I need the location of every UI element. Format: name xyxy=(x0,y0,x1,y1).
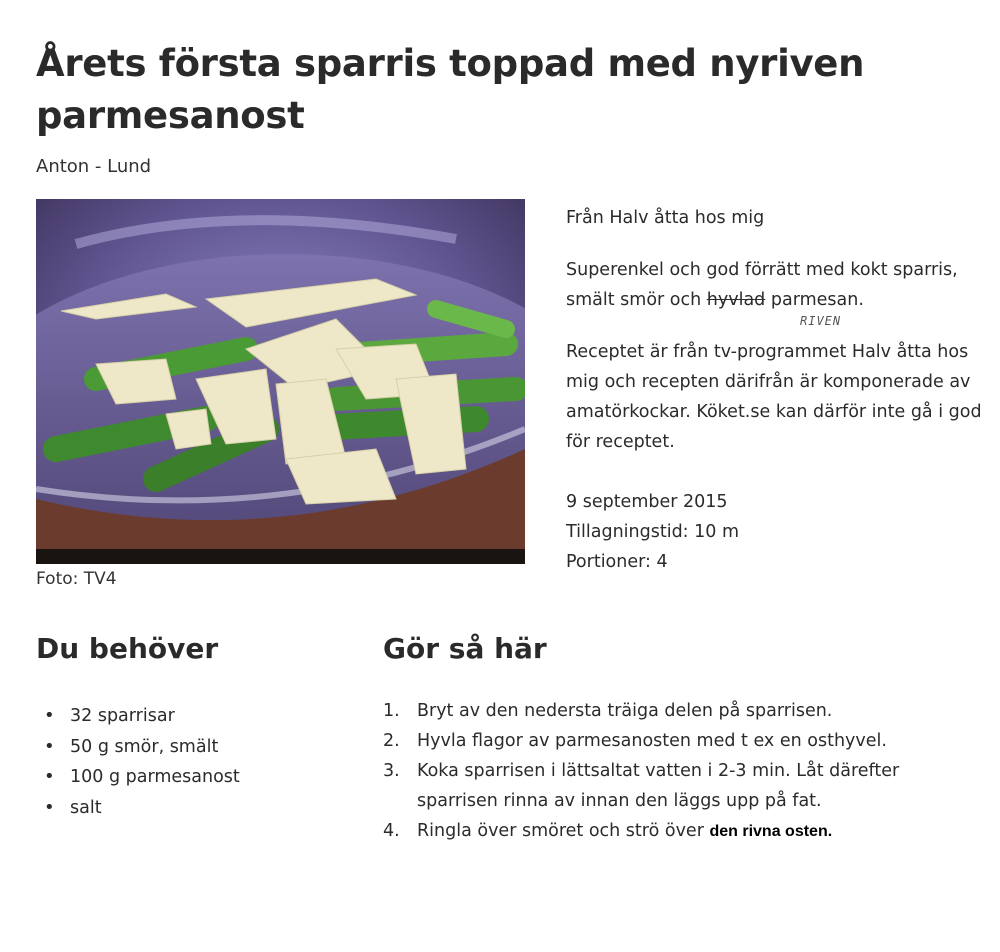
step-text: Bryt av den nedersta träiga delen på sparrisen. xyxy=(417,701,833,721)
step-number: 2. xyxy=(383,731,400,751)
recipe-meta xyxy=(566,487,739,577)
ingredient-item: • salt xyxy=(36,793,240,824)
ingredients-heading: Du behöver xyxy=(36,632,219,665)
ingredient-item: • 32 sparrisar xyxy=(36,701,240,732)
recipe-servings: Portioner: 4 xyxy=(566,552,668,572)
step-number: 4. xyxy=(383,821,400,841)
summary-text-before: Superenkel och god förrätt med kokt sparris, smält smör och xyxy=(566,260,958,310)
step-number: 1. xyxy=(383,701,400,721)
steps-list xyxy=(383,696,983,847)
recipe-summary xyxy=(566,255,986,315)
recipe-author: Anton - Lund xyxy=(36,156,152,177)
ingredients-list xyxy=(36,701,240,823)
summary-text-after: parmesan. xyxy=(765,290,864,310)
photo-credit: Foto: TV4 xyxy=(36,569,117,589)
step-item xyxy=(383,726,983,756)
recipe-description xyxy=(566,203,986,479)
step-text: Hyvla flagor av parmesanosten med t ex en osthyvel. xyxy=(417,731,887,751)
step-item xyxy=(383,696,983,726)
asparagus-plate-illustration xyxy=(36,199,525,564)
recipe-photo xyxy=(36,199,525,564)
step-item xyxy=(383,756,983,816)
step-text: Ringla över smöret och strö över xyxy=(417,821,710,841)
ingredient-item: • 50 g smör, smält xyxy=(36,732,240,763)
recipe-disclaimer: Receptet är från tv-programmet Halv åtta hos mig och recepten därifrån är komponerade av amatörkockar. Köket.se kan därför inte gå i god för receptet. xyxy=(566,342,982,452)
recipe-source: Från Halv åtta hos mig xyxy=(566,208,765,228)
handwritten-correction: RIVEN xyxy=(800,314,842,328)
steps-heading: Gör så här xyxy=(383,632,547,665)
step-bold-tail: den rivna osten. xyxy=(709,823,833,840)
ingredient-item: • 100 g parmesanost xyxy=(36,762,240,793)
recipe-cook-time: Tillagningstid: 10 m xyxy=(566,522,740,542)
step-number: 3. xyxy=(383,761,400,781)
struck-word: hyvlad xyxy=(706,290,766,310)
recipe-title: Årets första sparris toppad med nyriven parmesanost xyxy=(36,42,865,137)
recipe-date: 9 september 2015 xyxy=(566,492,728,512)
step-text: Koka sparrisen i lättsaltat vatten i 2-3 min. Låt därefter sparrisen rinna av innan den läggs upp på fat. xyxy=(417,761,900,811)
step-item xyxy=(383,816,983,847)
